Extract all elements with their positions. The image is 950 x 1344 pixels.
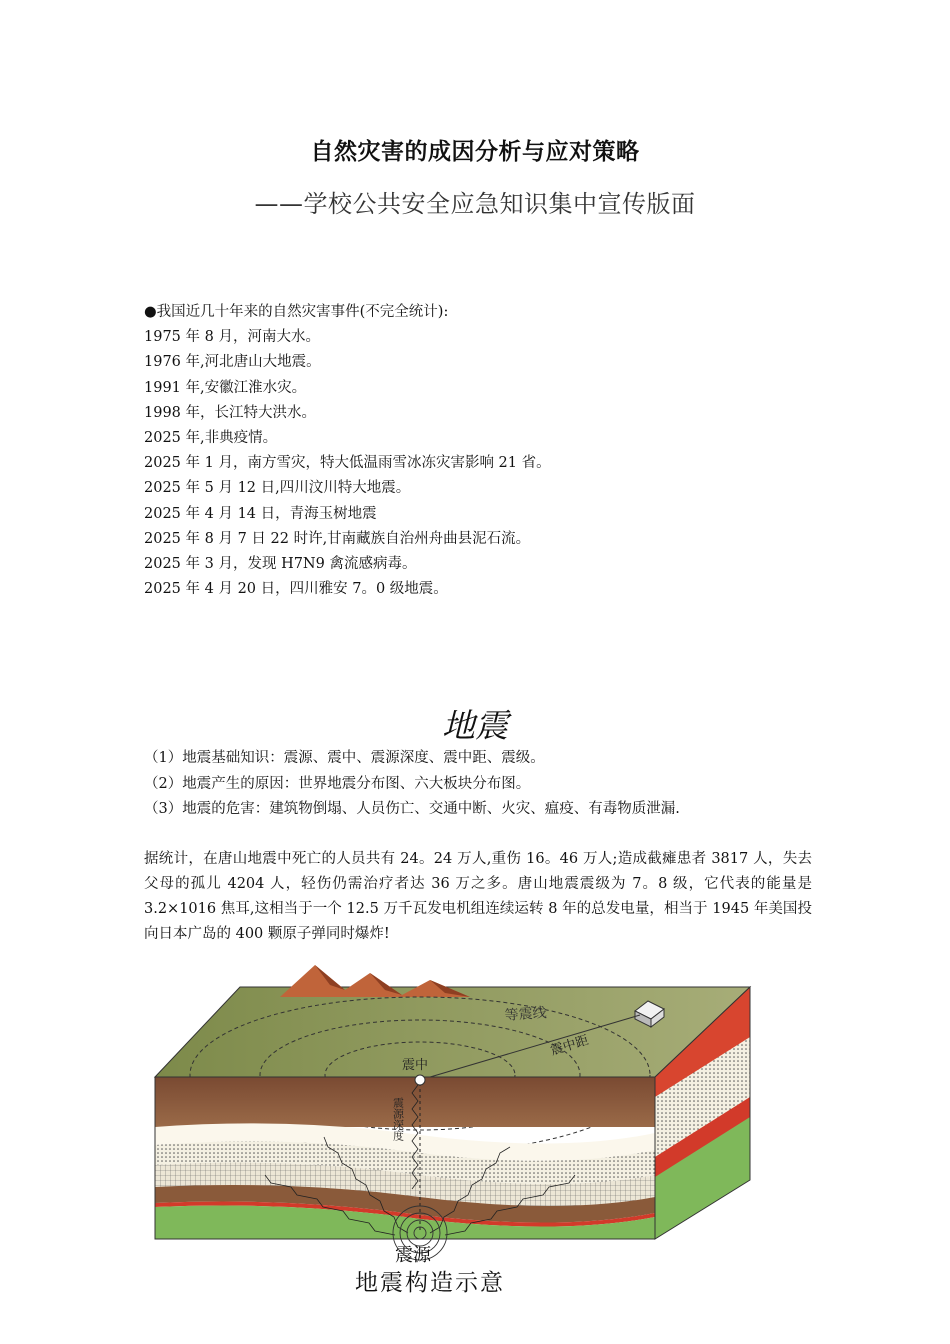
list-item: 2025 年,非典疫情。 <box>144 429 278 446</box>
list-item: 2025 年 3 月，发现 H7N9 禽流感病毒。 <box>144 555 417 572</box>
list-item: 1991 年,安徽江淮水灾。 <box>144 379 307 396</box>
tangshan-statistics-paragraph: 据统计，在唐山地震中死亡的人员共有 24。24 万人,重伤 16。46 万人;造成截瘫患者 3817 人，失去父母的孤儿 4204 人，轻伤仍需治疗者达 36 万之多。唐山地震震级为 7。8 级，它代表的能量是 3.2×1016 焦耳,这相当于一个 12.5 万千瓦发电机组连续运转 8 年的总发电量，相当于 1945 年美国投向日本广岛的 400 颗原子弹同时爆炸! <box>144 851 812 942</box>
ground-surface <box>155 987 750 1077</box>
crust-layer <box>155 1077 655 1127</box>
earthquake-point: （3）地震的危害：建筑物倒塌、人员伤亡、交通中断、火灾、瘟疫、有毒物质泄漏. <box>144 801 680 817</box>
list-item: 2025 年 4 月 14 日，青海玉树地震 <box>144 505 377 522</box>
list-item: 1975 年 8 月，河南大水。 <box>144 329 320 346</box>
label-epicenter-distance: 震中距 <box>548 1033 591 1059</box>
list-item: 1976 年,河北唐山大地震。 <box>144 354 321 371</box>
earthquake-point: （1）地震基础知识：震源、震中、震源深度、震中距、震级。 <box>144 750 545 766</box>
page-subtitle: ——学校公共安全应急知识集中宣传版面 <box>254 190 696 218</box>
epicenter-marker <box>415 1075 425 1085</box>
page-title: 自然灾害的成因分析与应对策略 <box>310 139 640 165</box>
label-focal-depth: 震源深度 <box>391 1097 405 1141</box>
label-isoseismal: 等震线 <box>504 1005 548 1024</box>
list-item: 2025 年 1 月，南方雪灾，特大低温雨雪冰冻灾害影响 21 省。 <box>144 455 551 472</box>
disaster-event-list <box>144 300 824 602</box>
earthquake-heading: 地震 <box>442 706 508 745</box>
earthquake-points <box>144 746 824 823</box>
earthquake-structure-diagram <box>140 935 760 1305</box>
list-item: 2025 年 4 月 20 日，四川雅安 7。0 级地震。 <box>144 581 448 598</box>
list-item: 2025 年 8 月 7 日 22 时许,甘南藏族自治州舟曲县泥石流。 <box>144 530 531 547</box>
label-focus: 震源 <box>395 1245 431 1266</box>
label-epicenter: 震中 <box>402 1058 429 1073</box>
earthquake-point: （2）地震产生的原因：世界地震分布图、六大板块分布图。 <box>144 775 531 792</box>
diagram-caption: 地震构造示意 <box>355 1270 505 1296</box>
event-list-intro: ●我国近几十年来的自然灾害事件(不完全统计): <box>144 304 449 320</box>
list-item: 1998 年，长江特大洪水。 <box>144 404 317 421</box>
list-item: 2025 年 5 月 12 日,四川汶川特大地震。 <box>144 480 411 497</box>
mountain-range <box>280 965 470 997</box>
